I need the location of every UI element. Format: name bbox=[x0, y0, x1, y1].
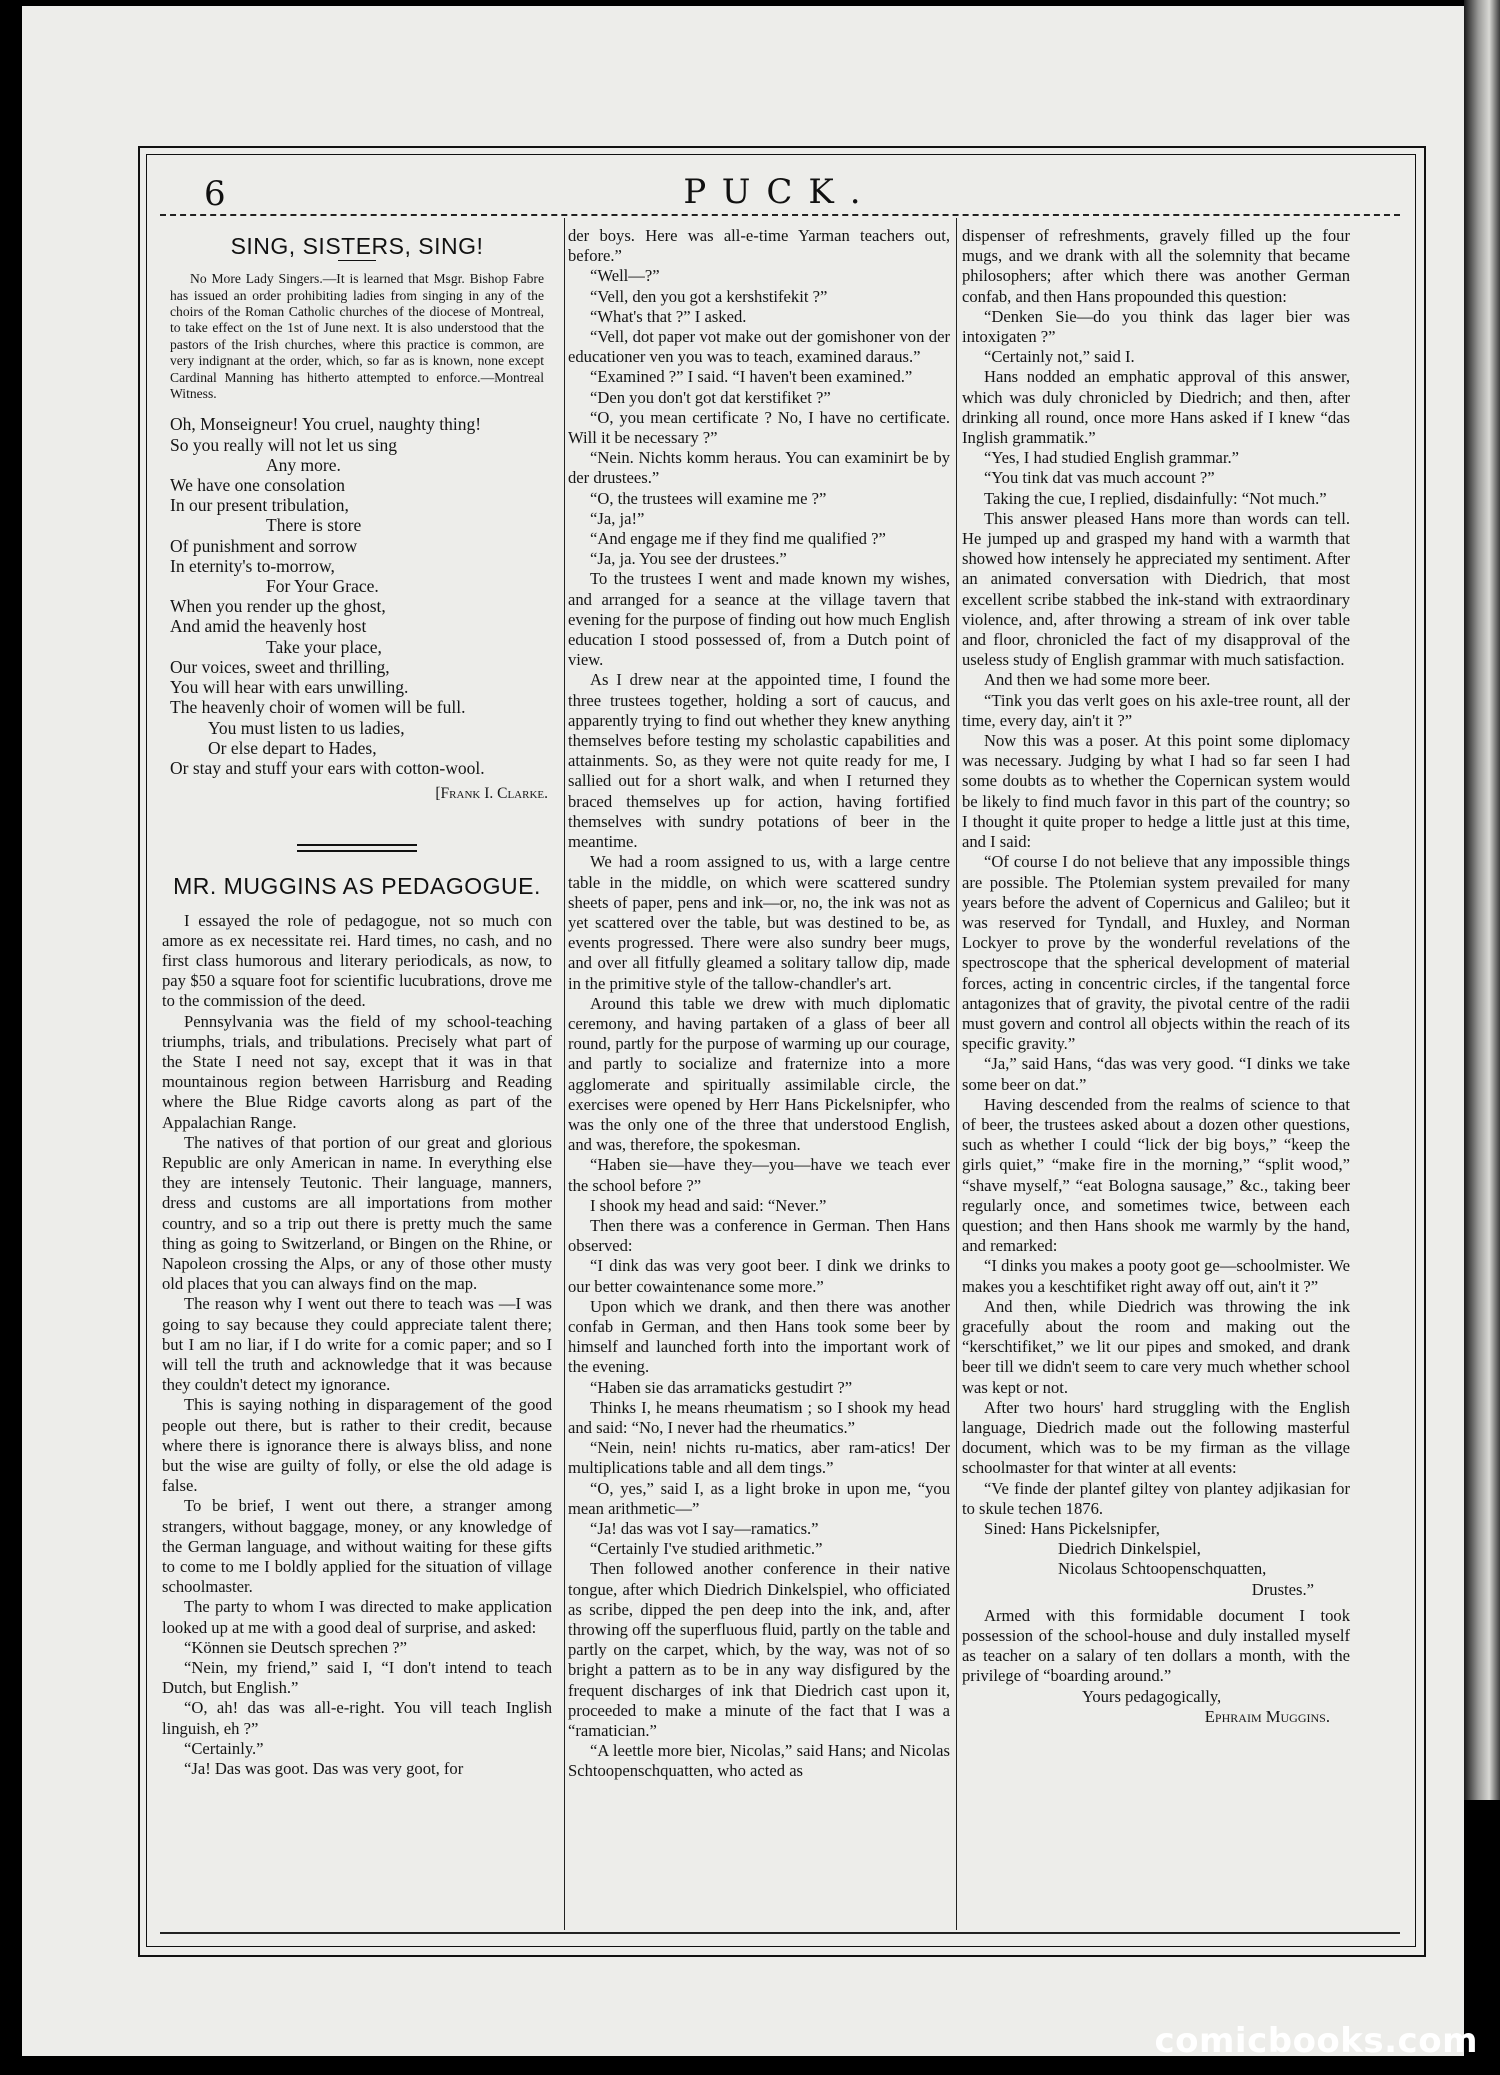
paragraph: “Certainly not,” said I. bbox=[984, 347, 1135, 367]
poem-line: You will hear with ears unwilling. bbox=[170, 677, 409, 698]
paragraph: Then followed another conference in their native tongue, after which Diedrich Dinkelspiel, who officiated as scribe, dipped the pen deep into the ink, and, after throwing off the superfluous fluid, partly on the table and partly on the carpet, which, by the way, was not of so bright a pattern as to be in any way disfigured by the frequent discharges of ink that Diedrich cast upon it, proceeded to make a minute of the fact that I was a “ramatician.” bbox=[568, 1559, 950, 1741]
footer-rule bbox=[160, 1932, 1400, 1934]
paragraph: The party to whom I was directed to make application looked up at me with a good deal of surprise, and asked: bbox=[162, 1597, 552, 1637]
paragraph: “O, the trustees will examine me ?” bbox=[590, 488, 827, 508]
paragraph: “Ja, ja. You see der drustees.” bbox=[590, 549, 787, 569]
paragraph: I shook my head and said: “Never.” bbox=[590, 1195, 827, 1215]
poem-line: Of punishment and sorrow bbox=[170, 535, 358, 556]
paragraph: “A leettle more bier, Nicolas,” said Hans; and Nicolas Schtoopenschquatten, who acted as bbox=[568, 1741, 950, 1781]
paragraph: “You tink dat vas much account ?” bbox=[984, 468, 1215, 488]
signer-3: Nicolaus Schtoopenschquatten, bbox=[1058, 1559, 1267, 1579]
adjacent-page-edge bbox=[1464, 0, 1500, 1800]
paragraph: Having descended from the realms of science to that of beer, the trustees asked about a dozen other questions, such as whether I could “lick der big boys,” “keep the girls quiet,” “make fire in the morning,” “split wood,” “shave myself,” “eat Bologna sausage,” &c., taking beer regularly once, and sometimes twice, between each question; and then Hans shook me warmly by the hand, and remarked: bbox=[962, 1094, 1350, 1256]
paragraph: “Ja! das was vot I say—ramatics.” bbox=[590, 1519, 819, 1538]
paragraph: “Ja,” said Hans, “das was very good. “I dinks we take some beer on dat.” bbox=[962, 1054, 1350, 1094]
poem-line: You must listen to us ladies, bbox=[208, 717, 405, 738]
poem-attribution: [Frank I. Clarke. bbox=[435, 785, 548, 803]
paragraph: “Tink you das verlt goes on his axle-tree rount, all der time, every day, ain't it ?” bbox=[962, 690, 1350, 730]
paragraph: “Denken Sie—do you think das lager bier was intoxigaten ?” bbox=[962, 306, 1350, 347]
page-number: 6 bbox=[204, 174, 226, 214]
header-rule bbox=[160, 214, 1400, 216]
poem-line: Take your place, bbox=[266, 636, 382, 657]
paragraph: And then we had some more beer. bbox=[984, 670, 1211, 690]
paragraph: The natives of that portion of our great and glorious Republic are only American in name. In everything else they are intensely Teutonic. Their language, manners, dress and customs are all importations from mother country, and so a trip out there is pretty much the same thing as going to Switzerland, or Bingen on the Rhine, or Napoleon crossing the Alps, or any of those other musty old places that you can always find on the map. bbox=[162, 1132, 552, 1294]
signer-2: Diedrich Dinkelspiel, bbox=[1058, 1539, 1201, 1559]
poem-line: The heavenly choir of women will be full. bbox=[170, 697, 466, 718]
poem-line: Our voices, sweet and thrilling, bbox=[170, 656, 390, 677]
paragraph: Taking the cue, I replied, disdainfully: “Not much.” bbox=[984, 488, 1327, 508]
paragraph: “Nein. Nichts komm heraus. You can examinirt be by der drustees.” bbox=[568, 448, 950, 488]
paragraph: Pennsylvania was the field of my school-teaching triumphs, trials, and tribulations. Precisely what part of the State I need not say, except that it was in that mountainous region between Harrisburg and Reading where the Blue Ridge cavorts along as part of the Appalachian Range. bbox=[162, 1011, 552, 1132]
paragraph: Upon which we drank, and then there was another confab in German, and then Hans took some beer by himself and launched forth into the important work of the evening. bbox=[568, 1296, 950, 1377]
paragraph: Now this was a poser. At this point some diplomacy was necessary. Judging by what I had so far seen I had some doubts as to whether the Copernican system would be likely to find much favor in this part of the country; so I thought it quite proper to hedge a little just at this time, and I said: bbox=[962, 731, 1350, 852]
paragraph: After two hours' hard struggling with the English language, Diedrich made out the following masterful document, which was to be my firman as the village schoolmaster for that winter at all events: bbox=[962, 1397, 1350, 1478]
title-dash bbox=[338, 260, 376, 261]
poem-line: Or stay and stuff your ears with cotton-wool. bbox=[170, 757, 485, 778]
paragraph: “Vell, dot paper vot make out der gomishoner von der educationer ven you was to teach, examined daraus.” bbox=[568, 327, 950, 367]
column-right bbox=[962, 226, 1350, 1727]
watermark: comicbooks.com bbox=[1154, 2021, 1478, 2061]
paragraph: “Yes, I had studied English grammar.” bbox=[984, 448, 1240, 468]
paragraph: “Den you don't got dat kerstifiket ?” bbox=[590, 387, 831, 407]
paragraph: “O, ah! das was all-e-right. You vill teach Inglish linguish, eh ?” bbox=[162, 1698, 552, 1738]
poem-line: In eternity's to-morrow, bbox=[170, 555, 335, 576]
paragraph: “Vell, den you got a kershstifekit ?” bbox=[590, 286, 828, 306]
paragraph: dispenser of refreshments, gravely filled up the four mugs, and we drank with all the solemnity that became philosophers; after which there was another German confab, and then Hans propounded this question: bbox=[962, 226, 1350, 306]
paragraph: This is saying nothing in disparagement of the good people out there, but is rather to their credit, because where there is ignorance there is always bliss, and none but the wise are guilty of folly, or else the old adage is false. bbox=[162, 1395, 552, 1496]
poem bbox=[170, 414, 544, 778]
paragraph: “Können sie Deutsch sprechen ?” bbox=[184, 1637, 408, 1657]
paragraph: “Certainly I've studied arithmetic.” bbox=[590, 1539, 823, 1559]
masthead-title: PUCK. bbox=[683, 172, 877, 212]
poem-line: Or else depart to Hades, bbox=[208, 737, 377, 758]
paragraph: Around this table we drew with much diplomatic ceremony, and having partaken of a glass of beer all round, partly for the purpose of warming up our courage, and partly to socialize and fraternize into a more agglomerate and spiritually assimilable circle, the exercises were opened by Herr Hans Pickelsnipfer, who was the only one of the three that understood English, and was, therefore, the spokesman. bbox=[568, 993, 950, 1155]
paragraph: “Ja, ja!” bbox=[590, 508, 645, 528]
author-signature: Ephraim Muggins. bbox=[1204, 1706, 1330, 1726]
poem-line: For Your Grace. bbox=[266, 576, 379, 597]
signer-4: Drustes.” bbox=[1251, 1579, 1314, 1599]
paragraph: “Haben sie—have they—you—have we teach ever the school before ?” bbox=[568, 1155, 950, 1195]
poem-line: When you render up the ghost, bbox=[170, 596, 386, 617]
paragraph: “I dinks you makes a pooty goot ge—schoolmister. We makes you a keschtifiket right away off out, ain't it ?” bbox=[962, 1256, 1350, 1296]
paragraph: “I dink das was very goot beer. I dink we drinks to our better cowaintenance some more.” bbox=[568, 1256, 950, 1296]
poem-line: And amid the heavenly host bbox=[170, 616, 367, 637]
paragraph: Hans nodded an emphatic approval of this answer, which was duly chronicled by Diedrich; and then, after drinking all round, once more Hans asked if I knew “das Inglish grammatik.” bbox=[962, 367, 1350, 448]
column-middle bbox=[568, 226, 950, 1782]
paragraph: “Of course I do not believe that any impossible things are possible. The Ptolemian system prevailed for many years before the advent of Copernicus and Galileo; but it was reserved for Tyndall, and Huxley, and Norman Lockyer to prove by the wonderful revelations of the spectroscope that the spherical development of material forces, acting in concentric circles, if the tangental force antagonizes that of gravity, the pivotal centre of the radii must govern and control all objects within the reach of its specific gravity.” bbox=[962, 852, 1350, 1054]
poem-line: There is store bbox=[266, 515, 362, 536]
paragraph: And then, while Diedrich was throwing the ink gracefully about the room and making out the “kerschtifiket,” we lit our pipes and smoked, and drank beer till we didn't seem to care very much whether school was kept or not. bbox=[962, 1296, 1350, 1397]
paragraph: I essayed the role of pedagogue, not so much con amore as ex necessitate rei. Hard times, no cash, and no first class humorous and literary periodicals, as now, to pay $50 a square foot for scientific lucubrations, drove me to the commission of the deed. bbox=[162, 910, 552, 1011]
paragraph: “O, yes,” said I, as a light broke in upon me, “you mean arithmetic—” bbox=[568, 1478, 950, 1518]
paragraph: “What's that ?” I asked. bbox=[590, 306, 747, 326]
paragraph: “Certainly.” bbox=[184, 1738, 264, 1758]
poem-line: In our present tribulation, bbox=[170, 495, 349, 516]
news-excerpt: No More Lady Singers.—It is learned that Msgr. Bishop Fabre has issued an order prohibiting ladies from singing in any of the choirs of the Roman Catholic churches of the diocese of Montreal, to take effect on the 1st of June next. It is also understood that the pastors of the Irish churches, where this practice is common, are very indignant at the order, which, so far as is known, none except Cardinal Manning has hitherto attempted to enforce.—Montreal Witness. bbox=[170, 271, 544, 402]
paragraph: “Nein, my friend,” said I, “I don't intend to teach Dutch, but English.” bbox=[162, 1658, 552, 1698]
article-body-left bbox=[162, 911, 552, 1780]
section-separator bbox=[297, 844, 417, 852]
poem-line: So you really will not let us sing bbox=[170, 434, 398, 455]
article-body-right bbox=[962, 226, 1350, 1519]
column-left bbox=[162, 226, 552, 1779]
paragraph: To the trustees I went and made known my wishes, and arranged for a seance at the village tavern that evening for the purpose of finding out how much English education I stood possessed of, from a Dutch point of view. bbox=[568, 569, 950, 670]
column-divider bbox=[564, 218, 565, 1930]
signer-1: Hans Pickelsnipfer, bbox=[1030, 1519, 1160, 1538]
paragraph: As I drew near at the appointed time, I found the three trustees together, holding a sort of caucus, and apparently trying to find out whether they knew anything themselves before testing my scholastic capabilities and attainments. So, as they were not quite ready for me, I sallied out for a short walk, and when I returned they braced themselves up for action, having fortified themselves with sundry potations of beer in the meantime. bbox=[568, 670, 950, 852]
poem-line: Any more. bbox=[266, 454, 341, 475]
poem-title: SING, SISTERS, SING! bbox=[230, 233, 484, 259]
paragraph: “O, you mean certificate ? No, I have no certificate. Will it be necessary ?” bbox=[568, 407, 950, 448]
paragraph: “Well—?” bbox=[590, 266, 660, 286]
valediction: Yours pedagogically, bbox=[1082, 1686, 1222, 1706]
paragraph: “Ve finde der plantef giltey von plantey adjikasian for to skule techen 1876. bbox=[962, 1478, 1350, 1518]
paragraph: Thinks I, he means rheumatism ; so I shook my head and said: “No, I never had the rheumatics.” bbox=[568, 1397, 950, 1437]
article-title: MR. MUGGINS AS PEDAGOGUE. bbox=[173, 873, 541, 900]
poem-line: Oh, Monseigneur! You cruel, naughty thing! bbox=[170, 414, 482, 435]
signed-line: Sined: Hans Pickelsnipfer, bbox=[984, 1519, 1160, 1538]
paragraph: “Examined ?” I said. “I haven't been examined.” bbox=[590, 367, 913, 387]
paragraph: The reason why I went out there to teach was —I was going to say because they could appreciate talent there; but I am no liar, if I do write for a comic paper; and so I will tell the truth and acknowledge that it was because they couldn't detect my ignorance. bbox=[162, 1294, 552, 1395]
poem-line: We have one consolation bbox=[170, 475, 345, 496]
paragraph: “Haben sie das arramaticks gestudirt ?” bbox=[590, 1377, 853, 1397]
paragraph: der boys. Here was all-e-time Yarman teachers out, before.” bbox=[568, 226, 950, 266]
paragraph: Then there was a conference in German. Then Hans observed: bbox=[568, 1215, 950, 1256]
paragraph: “Nein, nein! nichts ru-matics, aber ram-atics! Der multiplications table and all dem tings.” bbox=[568, 1438, 950, 1478]
paragraph: “And engage me if they find me qualified ?” bbox=[590, 529, 886, 549]
paragraph: To be brief, I went out there, a stranger among strangers, without baggage, money, or any knowledge of the German language, and without waiting for these gifts to come to me I boldly applied for the situation of village schoolmaster. bbox=[162, 1496, 552, 1597]
column-divider bbox=[956, 218, 957, 1930]
closing-paragraph: Armed with this formidable document I took possession of the school-house and duly installed myself as teacher on a salary of ten dollars a month, with the privilege of “boarding around.” bbox=[962, 1605, 1350, 1686]
paragraph: This answer pleased Hans more than words can tell. He jumped up and grasped my hand with a warmth that showed how intensely he appreciated my sentiment. After an animated conversation with Diedrich, that most excellent scribe stabbed the ink-stand with extraordinary violence, and, after throwing a stream of ink over table and floor, chronicled the fact of my disapproval of the useless study of English grammar with much satisfaction. bbox=[962, 508, 1350, 670]
paragraph: “Ja! Das was goot. Das was very goot, for bbox=[184, 1759, 464, 1779]
paragraph: We had a room assigned to us, with a large centre table in the middle, on which were scattered sundry sheets of paper, pens and ink—or, no, the ink was not as yet scattered over the table, but was destined to be, as events progressed. There were also sundry beer mugs, and over all fitfully gleamed a solitary tallow dip, made in the primitive style of the tallow-chandler's art. bbox=[568, 852, 950, 993]
page-header bbox=[160, 168, 1400, 216]
